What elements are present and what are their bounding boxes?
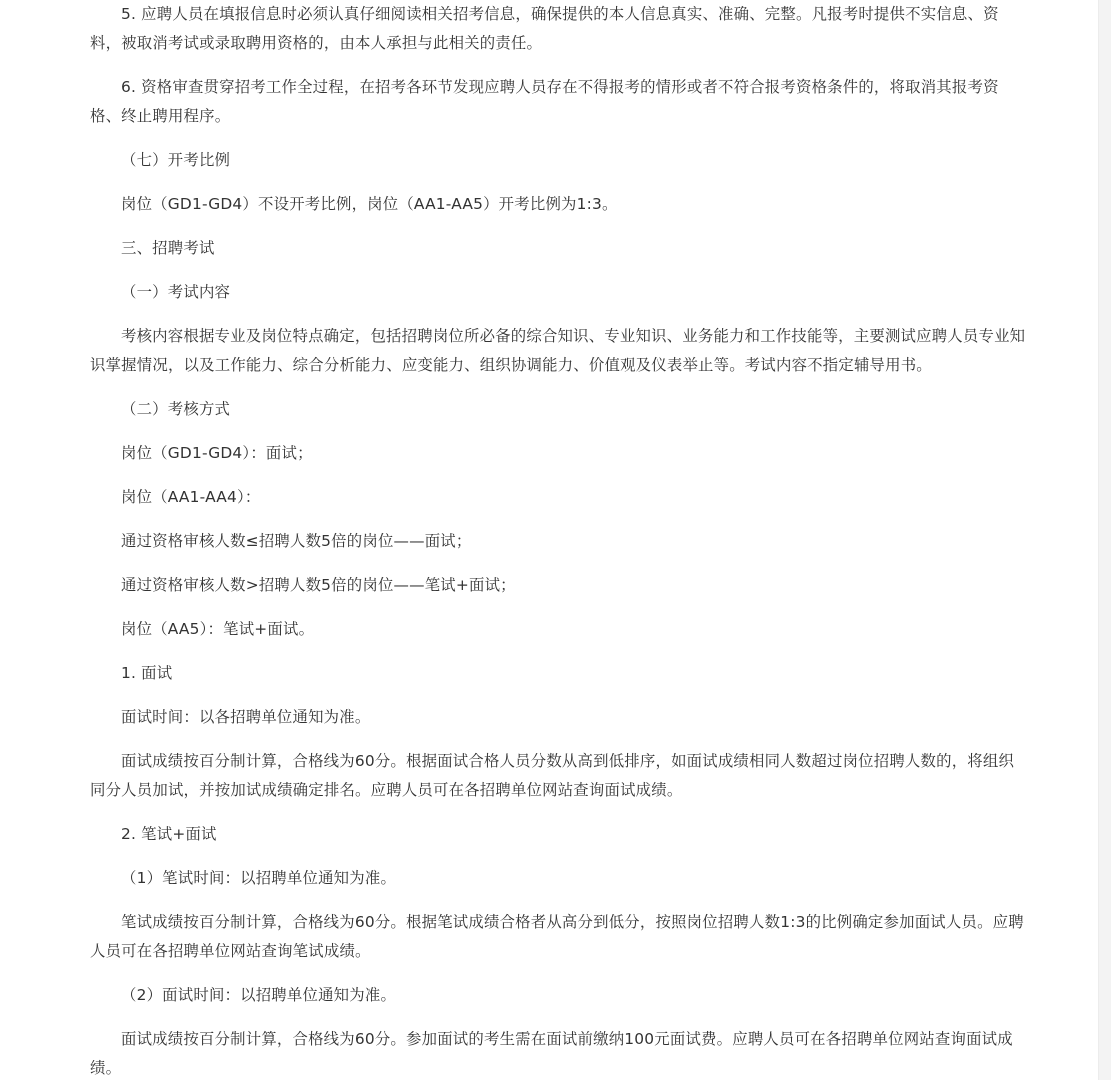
- heading-interview: 1. 面试: [121, 664, 173, 682]
- heading-exam-ratio: （七）开考比例: [121, 151, 231, 169]
- heading-assessment-method: （二）考核方式: [121, 400, 231, 418]
- scrollbar[interactable]: [1098, 0, 1111, 1080]
- paragraph-method-gd: 岗位（GD1-GD4）：面试；: [121, 444, 313, 462]
- paragraph-applicant-responsibility: 5. 应聘人员在填报信息时必须认真仔细阅读相关招考信息，确保提供的本人信息真实、准确、完整。凡报考时提供不实信息、资料，被取消考试或录取聘用资格的，由本人承担与此相关的责任。: [90, 5, 999, 52]
- paragraph-second-interview-time: （2）面试时间：以招聘单位通知为准。: [121, 986, 397, 1004]
- paragraph-method-aa5: 岗位（AA5）：笔试+面试。: [121, 620, 315, 638]
- paragraph-written-time: （1）笔试时间：以招聘单位通知为准。: [121, 869, 397, 887]
- paragraph-written-score: 笔试成绩按百分制计算，合格线为60分。根据笔试成绩合格者从高分到低分，按照岗位招聘人数1:3的比例确定参加面试人员。应聘人员可在各招聘单位网站查询笔试成绩。: [90, 913, 1024, 960]
- paragraph-exam-ratio: 岗位（GD1-GD4）不设开考比例，岗位（AA1-AA5）开考比例为1:3。: [121, 195, 618, 213]
- paragraph-method-aa1-aa4: 岗位（AA1-AA4）：: [121, 488, 261, 506]
- heading-exam-content: （一）考试内容: [121, 283, 231, 301]
- paragraph-interview-time: 面试时间：以各招聘单位通知为准。: [121, 708, 371, 726]
- paragraph-method-written-interview: 通过资格审核人数>招聘人数5倍的岗位——笔试+面试；: [121, 576, 516, 594]
- paragraph-exam-content: 考核内容根据专业及岗位特点确定，包括招聘岗位所必备的综合知识、专业知识、业务能力和工作技能等，主要测试应聘人员专业知识掌握情况，以及工作能力、综合分析能力、应变能力、组织协调能力、价值观及仪表举止等。考试内容不指定辅导用书。: [90, 327, 1026, 374]
- heading-recruitment-exam: 三、招聘考试: [121, 239, 215, 257]
- heading-written-and-interview: 2. 笔试+面试: [121, 825, 217, 843]
- paragraph-second-interview-score: 面试成绩按百分制计算，合格线为60分。参加面试的考生需在面试前缴纳100元面试费。应聘人员可在各招聘单位网站查询面试成绩。: [90, 1030, 1013, 1077]
- paragraph-interview-score: 面试成绩按百分制计算，合格线为60分。根据面试合格人员分数从高到低排序，如面试成绩相同人数超过岗位招聘人数的，将组织同分人员加试，并按加试成绩确定排名。应聘人员可在各招聘单位网站查询面试成绩。: [90, 752, 1015, 799]
- paragraph-method-interview-only: 通过资格审核人数≤招聘人数5倍的岗位——面试；: [121, 532, 472, 550]
- article-body: [90, 0, 1026, 1083]
- paragraph-qualification-review: 6. 资格审查贯穿招考工作全过程，在招考各环节发现应聘人员存在不得报考的情形或者不符合报考资格条件的，将取消其报考资格、终止聘用程序。: [90, 78, 999, 125]
